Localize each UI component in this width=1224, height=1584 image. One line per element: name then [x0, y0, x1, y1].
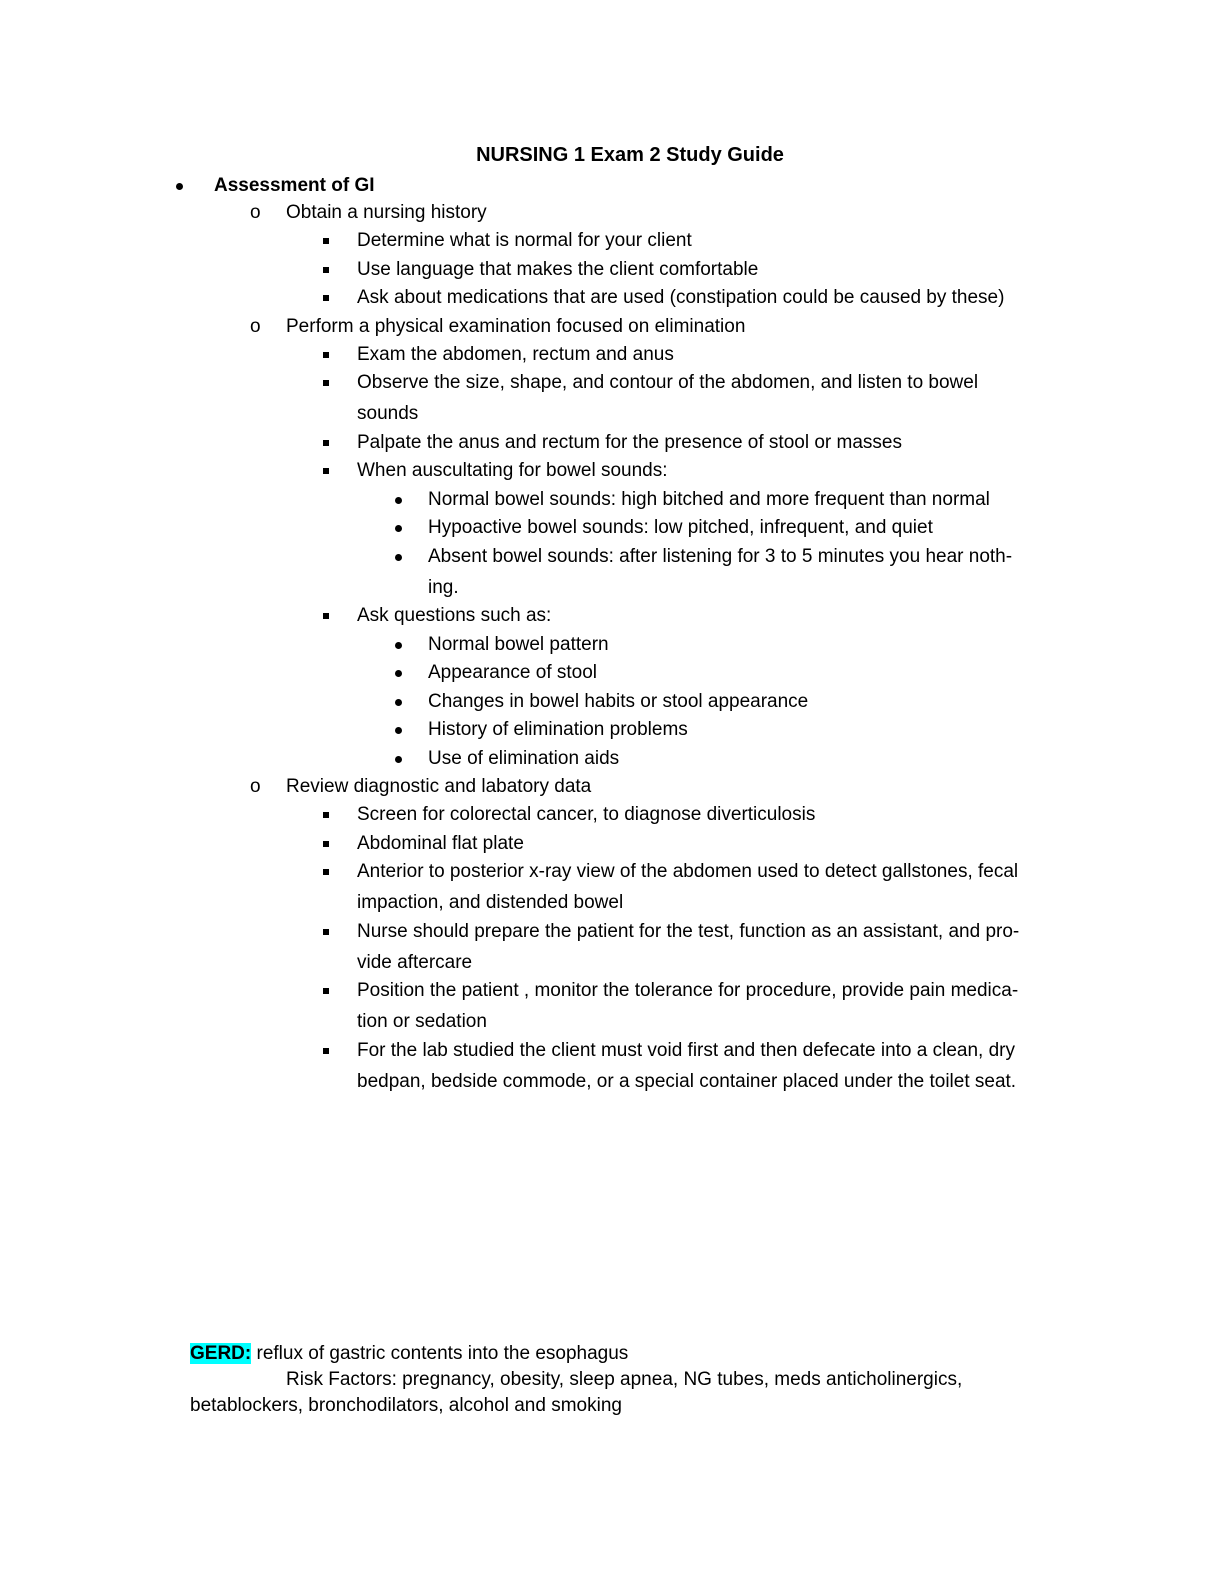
list-item-line-2: vide aftercare — [357, 951, 473, 973]
sub-list-item: Normal bowel sounds: high bitched and more frequent than normal — [428, 488, 990, 510]
gerd-definition: reflux of gastric contents into the esophagus — [251, 1343, 629, 1364]
sub-list-item-line-2: ing. — [428, 576, 459, 598]
bullet-square-icon — [323, 1048, 329, 1054]
bullet-dot-icon — [395, 670, 402, 677]
bullet-square-icon — [323, 440, 329, 446]
sub-list-item: Changes in bowel habits or stool appearance — [428, 690, 809, 712]
sub-list-item: Normal bowel pattern — [428, 633, 609, 655]
list-item: Use language that makes the client comfortable — [357, 258, 759, 280]
bullet-square-icon — [323, 352, 329, 358]
bullet-square-icon — [323, 613, 329, 619]
bullet-dot-icon — [395, 727, 402, 734]
group-label: Perform a physical examination focused on elimination — [286, 315, 746, 337]
bullet-square-icon — [323, 468, 329, 474]
bullet-square-icon — [323, 988, 329, 994]
list-item-line-1: Position the patient , monitor the tolerance for procedure, provide pain medica- — [357, 980, 1019, 1001]
gerd-risk-factors-line-2: betablockers, bronchodilators, alcohol and smoking — [190, 1395, 622, 1416]
bullet-circle-icon: o — [250, 776, 261, 797]
page-title: NURSING 1 Exam 2 Study Guide — [476, 144, 784, 166]
bullet-circle-icon: o — [250, 315, 261, 337]
bullet-dot-icon — [395, 756, 402, 763]
bullet-dot-icon — [395, 525, 402, 532]
list-item-line-2: impaction, and distended bowel — [357, 892, 624, 913]
bullet-square-icon — [323, 869, 329, 875]
bullet-circle-icon: o — [250, 202, 261, 223]
list-item-line-2: sounds — [357, 403, 419, 424]
bullet-square-icon — [323, 929, 329, 935]
bullet-square-icon — [323, 841, 329, 847]
list-item-line-1: For the lab studied the client must void first and then defecate into a clean, dry — [357, 1039, 1015, 1061]
list-item-line-1: Anterior to posterior x-ray view of the abdomen used to detect gallstones, fecal — [357, 861, 1019, 882]
bullet-dot-icon — [395, 699, 402, 706]
sub-list-item: Use of elimination aids — [428, 747, 620, 769]
list-item: Screen for colorectal cancer, to diagnose diverticulosis — [357, 804, 816, 825]
bullet-dot-icon — [395, 497, 402, 504]
sub-list-item: Hypoactive bowel sounds: low pitched, infrequent, and quiet — [428, 517, 933, 538]
list-item-line-2: bedpan, bedside commode, or a special container placed under the toilet seat. — [357, 1070, 1017, 1092]
list-item: Ask about medications that are used (constipation could be caused by these) — [357, 287, 1005, 308]
list-item: Exam the abdomen, rectum and anus — [357, 343, 674, 365]
list-item: Ask questions such as: — [357, 605, 552, 626]
sub-list-item: History of elimination problems — [428, 719, 688, 740]
list-item: Abdominal flat plate — [357, 832, 524, 854]
list-item-line-1: Nurse should prepare the patient for the test, function as an assistant, and pro- — [357, 920, 1020, 942]
list-item: When auscultating for bowel sounds: — [357, 460, 668, 481]
group-label: Review diagnostic and labatory data — [286, 776, 592, 797]
bullet-square-icon — [323, 812, 329, 818]
gerd-term: GERD: — [190, 1343, 252, 1364]
sub-list-item: Appearance of stool — [428, 662, 598, 683]
list-item: Palpate the anus and rectum for the presence of stool or masses — [357, 431, 902, 453]
bullet-square-icon — [323, 295, 329, 301]
bullet-square-icon — [323, 238, 329, 244]
bullet-dot-icon — [176, 183, 183, 190]
bullet-square-icon — [323, 267, 329, 273]
list-item-line-2: tion or sedation — [357, 1011, 487, 1032]
section-heading: Assessment of GI — [214, 175, 375, 196]
bullet-dot-icon — [395, 554, 402, 561]
list-item-line-1: Observe the size, shape, and contour of the abdomen, and listen to bowel — [357, 372, 979, 393]
list-item: Determine what is normal for your client — [357, 230, 692, 251]
bullet-dot-icon — [395, 642, 402, 649]
gerd-risk-factors-line-1: Risk Factors: pregnancy, obesity, sleep apnea, NG tubes, meds anticholinergics, — [286, 1369, 963, 1390]
group-label: Obtain a nursing history — [286, 202, 487, 223]
bullet-square-icon — [323, 380, 329, 386]
gerd-definition-line — [190, 1342, 628, 1366]
sub-list-item-line-1: Absent bowel sounds: after listening for 3 to 5 minutes you hear noth- — [428, 545, 1013, 567]
